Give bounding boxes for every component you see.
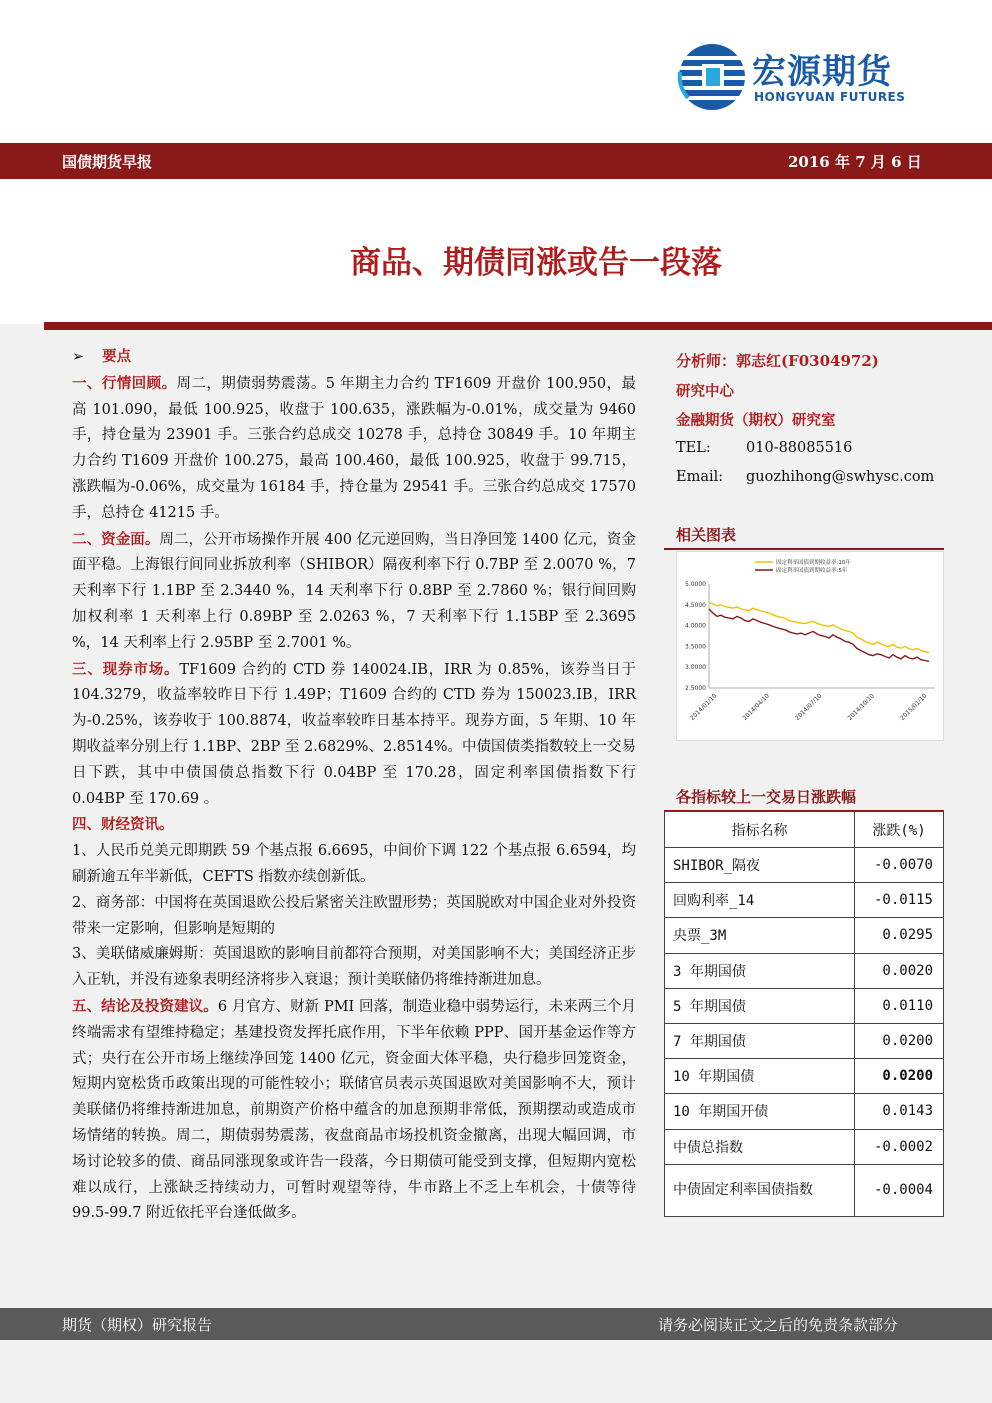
main-content [72, 344, 636, 1227]
indicator-change: 0.0200 [855, 1023, 944, 1058]
table-row [665, 1129, 944, 1164]
indicator-change: 0.0200 [855, 1059, 944, 1094]
series-line-10y [709, 603, 929, 653]
indicator-name: 3 年期国债 [665, 953, 855, 988]
x-tick-label: 2014/07/10 [794, 692, 824, 722]
y-tick-label: 3.0000 [685, 664, 706, 672]
news-item: 3、美联储威廉姆斯：英国退欧的影响目前都符合预期，对美国影响不大；美国经济正步入正轨，并没有迹象表明经济将步入衰退；预计美联储仍将维持渐进加息。 [72, 946, 636, 989]
y-tick-label: 4.0000 [685, 622, 706, 630]
table-row [665, 988, 944, 1023]
x-tick-label: 2014/01/10 [689, 692, 719, 722]
indicator-change: 0.0143 [855, 1094, 944, 1129]
indicator-change: -0.0070 [855, 848, 944, 883]
company-logo [676, 42, 926, 112]
section-conclusion: 五、结论及投资建议。6 月官方、财新 PMI 回落，制造业稳中弱势运行，未来两三个月终端需求有望维持稳定；基建投资发挥托底作用，下半年依赖 PPP、国开基金运作等方式；央行在公开市场上继续净回笼 1400 亿元，资金面大体平稳，央行稳步回笼资金，短期内宽松货币政策出现的可能性较小；联储官员表示英国退欧对美国影响不大，预计美联储仍将维持渐进加息，前期资产价格中蕴含的加息预期非常低，预期摆动或造成市场情绪的转换。周二，期债弱势震荡，夜盘商品市场投机资金撤离，出现大幅回调，市场讨论较多的债、商品同涨现象或许告一段落，今日期债可能受到支撑，但短期内宽松难以成行，上涨缺乏持续动力，可暂时观望等待，牛市路上不乏上车机会，十债等待 99.5-99.7 附近依托平台逢低做多。 [72, 997, 636, 1222]
indicator-change: -0.0002 [855, 1129, 944, 1164]
indicator-change: 0.0295 [855, 918, 944, 953]
indicator-name: 10 年期国债 [665, 1059, 855, 1094]
email-value: guozhihong@swhysc.com [746, 469, 935, 485]
table-row [665, 848, 944, 883]
table-row [665, 918, 944, 953]
y-tick-label: 5.0000 [685, 581, 706, 588]
page-title: 商品、期债同涨或告一段落 [350, 245, 722, 281]
table-row [665, 1023, 944, 1058]
indicator-name: SHIBOR_隔夜 [665, 848, 855, 883]
indicator-change: -0.0115 [855, 883, 944, 918]
email-label: Email: [676, 469, 724, 485]
table-header-row [665, 812, 944, 848]
tel-label: TEL: [676, 440, 711, 456]
news-item: 1、人民币兑美元即期跌 59 个基点报 6.6695，中间价下调 122 个基点报 6.6594，均刷新逾五年半新低，CEFTS 指数亦续创新低。 [72, 843, 636, 885]
indicator-name: 回购利率_14 [665, 883, 855, 918]
section-news-heading: 四、财经资讯。 [72, 816, 174, 834]
yield-chart-svg [677, 552, 945, 742]
x-tick-label: 2014/10/10 [846, 692, 876, 722]
x-tick-label: 2015/01/10 [899, 692, 929, 722]
table-row [665, 953, 944, 988]
table-row [665, 1164, 944, 1216]
indicator-change: -0.0004 [855, 1164, 944, 1216]
col-header-name: 指标名称 [665, 812, 855, 848]
y-tick-label: 4.5000 [685, 601, 706, 609]
x-tick-label: 2014/04/10 [741, 692, 771, 722]
indicator-table [664, 811, 944, 1217]
section-spot-market: 三、现券市场。TF1609 合约的 CTD 券 140024.IB，IRR 为 0.85%，该券当日于 104.3279，收益率较昨日下行 1.49P；T1609 合约的 CTD 券为 150023.IB，IRR 为-0.25%，该券收于 100.8874，收益率较昨日基本持平。现券方面，5 年期、10 年期收益率分别上行 1.1BP、2BP 至 2.6829%、2.8514%。中债国债类指数较上一交易日下跌，其中中债国债总指数下行 0.04BP 至 170.28，固定利率国债指数下行 0.04BP 至 170.69 。 [72, 660, 637, 807]
indicator-name: 5 年期国债 [665, 988, 855, 1023]
table-row [665, 883, 944, 918]
brand-name-cn: 宏源期货 [752, 52, 892, 92]
table-row [665, 1094, 944, 1129]
indicator-name: 中债固定利率国债指数 [665, 1164, 855, 1216]
yield-chart [676, 551, 944, 741]
brand-name-en: HONGYUAN FUTURES [754, 90, 906, 104]
section-funding: 二、资金面。周二，公开市场操作开展 400 亿元逆回购，当日净回笼 1400 亿元，资金面平稳。上海银行间同业拆放利率（SHIBOR）隔夜利率下行 0.7BP 至 2.0070 %，7 天利率下行 1.1BP 至 2.3440 %，14 天利率下行 0.8BP 至 2.7860 %；银行间回购加权利率 1 天利率上行 0.89BP 至 2.0263 %，7 天利率下行 1.15BP 至 2.3695 %，14 天利率上行 2.95BP 至 2.7001 %。 [72, 530, 637, 651]
indicator-name: 7 年期国债 [665, 1023, 855, 1058]
key-points-heading: ➢ 要点 [72, 348, 132, 365]
table-row [665, 1059, 944, 1094]
indicator-name: 中债总指数 [665, 1129, 855, 1164]
tel-value: 010-88085516 [746, 440, 853, 456]
chart-section-heading: 相关图表 [664, 524, 944, 550]
news-item: 2、商务部：中国将在英国退欧公投后紧密关注欧盟形势；英国脱欧对中国企业对外投资带来一定影响，但影响是短期的 [72, 894, 636, 937]
indicator-change: 0.0020 [855, 953, 944, 988]
logo-globe-icon [676, 42, 750, 112]
series-line-5y [709, 609, 929, 661]
footer-disclaimer: 请务必阅读正文之后的免责条款部分 [658, 1316, 899, 1334]
department: 研究中心 [676, 383, 734, 400]
indicator-change: 0.0110 [855, 988, 944, 1023]
report-type: 国债期货早报 [62, 153, 153, 171]
indicator-name: 10 年期国开债 [665, 1094, 855, 1129]
y-tick-label: 3.5000 [685, 643, 706, 651]
title-divider [44, 322, 992, 330]
col-header-change: 涨跌(%) [855, 812, 944, 848]
research-office: 金融期货（期权）研究室 [676, 412, 836, 429]
indicator-name: 央票_3M [665, 918, 855, 953]
arrow-bullet-icon: ➢ [72, 349, 85, 365]
legend-label: 固定利率国债到期收益率:5年 [776, 568, 848, 574]
y-tick-label: 2.5000 [685, 685, 706, 692]
table-section-heading: 各指标较上一交易日涨跌幅 [664, 786, 944, 812]
analyst-name: 分析师：郭志红(F0304972) [676, 352, 879, 370]
footer-report-type: 期货（期权）研究报告 [62, 1316, 213, 1334]
report-date: 2016 年 7 月 6 日 [788, 153, 922, 171]
legend-label: 固定利率国债到期收益率:10年 [776, 560, 851, 566]
section-market-review: 一、行情回顾。周二，期债弱势震荡。5 年期主力合约 TF1609 开盘价 100.950，最高 101.090，最低 100.925，收盘于 100.635，涨跌幅为-0.01%，成交量为 9460 手，持仓量为 23901 手。三张合约总成交 10278 手，总持仓 30849 手。10 年期主力合约 T1609 开盘价 100.275，最高 100.460，最低 100.925，收盘于 99.715，涨跌幅为-0.06%，成交量为 16184 手，持仓量为 29541 手。三张合约总成交 17570 手，总持仓 41215 手。 [72, 374, 637, 521]
